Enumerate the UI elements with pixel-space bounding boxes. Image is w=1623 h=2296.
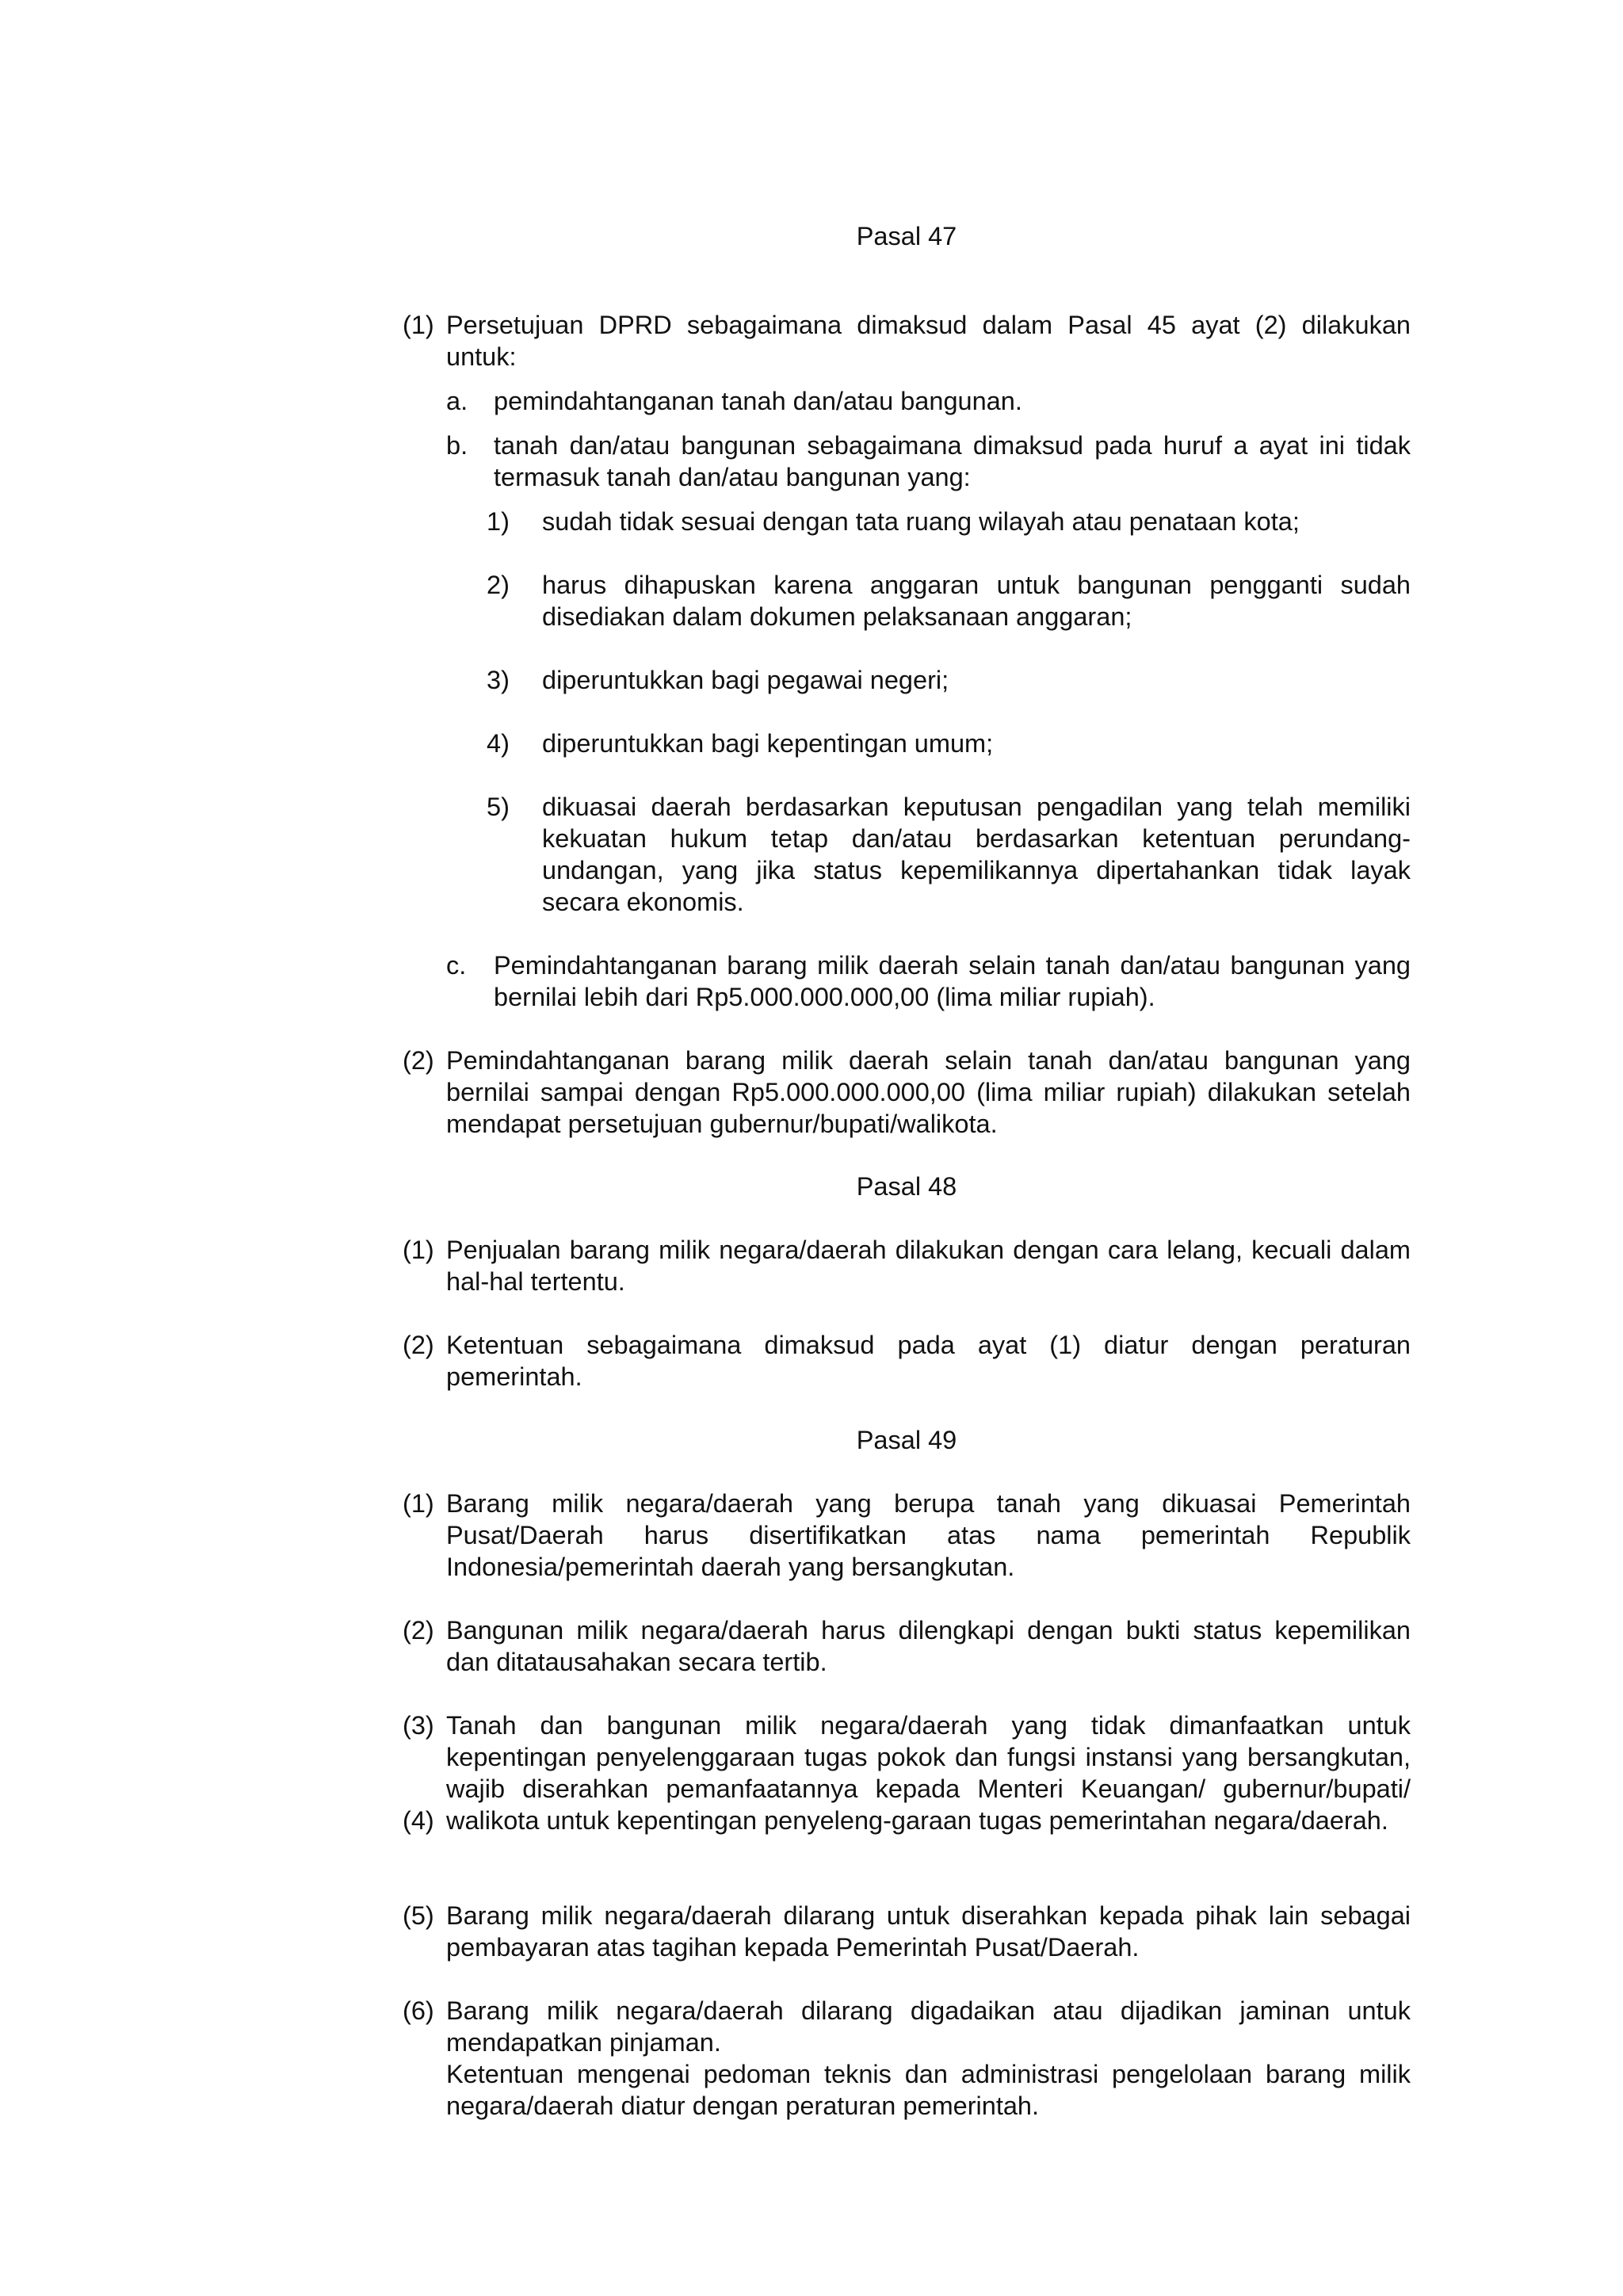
pasal-47-ayat-1-item-a — [403, 385, 1411, 417]
ayat-text: Pemindahtanganan barang milik daerah selain tanah dan/atau bangunan yang bernilai sampai dengan Rp5.000.000.000,00 (lima miliar rupiah) dilakukan setelah mendapat persetujuan gubernur/bupati/walikota. — [446, 1046, 1411, 1138]
item-text: pemindahtanganan tanah dan/atau bangunan. — [494, 387, 1022, 415]
ayat-text: Penjualan barang milik negara/daerah dilakukan dengan cara lelang, kecuali dalam hal-hal tertentu. — [446, 1236, 1411, 1296]
subitem-text: dikuasai daerah berdasarkan keputusan pengadilan yang telah memiliki kekuatan hukum tetap dan/atau berdasarkan ketentuan perundang-undangan, yang jika status kepemilikannya dipertahankan tidak layak secara ekonomis. — [542, 793, 1411, 916]
subitem-label: 2) — [487, 571, 510, 599]
ayat-text: Tanah dan bangunan milik negara/daerah yang tidak dimanfaatkan untuk kepentingan penyelenggaraan tugas pokok dan fungsi instansi yang bersangkutan, wajib diserahkan pemanfaatannya kepada Menteri Keuangan/ gubernur/bupati/ walikota untuk kepentingan penyeleng-garaan tugas pemerintahan negara/daerah. — [446, 1711, 1411, 1835]
subitem-text: harus dihapuskan karena anggaran untuk bangunan pengganti sudah disediakan dalam dokumen pelaksanaan anggaran; — [542, 571, 1411, 631]
ayat-label: (6) — [403, 1996, 434, 2025]
subitem-text: diperuntukkan bagi pegawai negeri; — [542, 666, 949, 694]
pasal-47-subitem-1 — [403, 506, 1411, 537]
ayat-text: Barang milik negara/daerah dilarang untuk diserahkan kepada pihak lain sebagai pembayaran atas tagihan kepada Pemerintah Pusat/Daerah. — [446, 1901, 1411, 1962]
pasal-49-heading: Pasal 49 — [856, 1426, 957, 1454]
ayat-label: (2) — [403, 1331, 434, 1359]
pasal-49-ayat-6 — [403, 1995, 1411, 2122]
ayat-label: (2) — [403, 1616, 434, 1645]
item-text: Pemindahtanganan barang milik daerah selain tanah dan/atau bangunan yang bernilai lebih dari Rp5.000.000.000,00 (lima miliar rupiah). — [494, 951, 1411, 1011]
item-label: c. — [446, 951, 467, 980]
pasal-47-subitem-4 — [403, 728, 1411, 759]
ayat-label: (1) — [403, 1489, 434, 1518]
ayat-label: (5) — [403, 1901, 434, 1930]
closing-provision: Ketentuan mengenai pedoman teknis dan administrasi pengelolaan barang milik negara/daerah diatur dengan peraturan pemerintah. — [446, 2060, 1411, 2120]
subitem-text: sudah tidak sesuai dengan tata ruang wilayah atau penataan kota; — [542, 507, 1300, 536]
ayat-text: Ketentuan sebagaimana dimaksud pada ayat (1) diatur dengan peraturan pemerintah. — [446, 1331, 1411, 1391]
pasal-47-ayat-2 — [403, 1045, 1411, 1140]
ayat-4-label: (4) — [403, 1806, 434, 1835]
subitem-label: 4) — [487, 729, 510, 758]
ayat-text: Barang milik negara/daerah dilarang digadaikan atau dijadikan jaminan untuk mendapatkan pinjaman. — [446, 1996, 1411, 2057]
subitem-label: 5) — [487, 793, 510, 821]
ayat-text: Persetujuan DPRD sebagaimana dimaksud dalam Pasal 45 ayat (2) dilakukan untuk: — [446, 311, 1411, 371]
ayat-label: (1) — [403, 1236, 434, 1264]
pasal-48-heading: Pasal 48 — [856, 1172, 957, 1201]
pasal-49-ayat-1 — [403, 1488, 1411, 1583]
ayat-label: (2) — [403, 1046, 434, 1075]
ayat-text: Barang milik negara/daerah yang berupa tanah yang dikuasai Pemerintah Pusat/Daerah harus disertifikatkan atas nama pemerintah Republik Indonesia/pemerintah daerah yang bersangkutan. — [446, 1489, 1411, 1581]
item-text: tanah dan/atau bangunan sebagaimana dimaksud pada huruf a ayat ini tidak termasuk tanah dan/atau bangunan yang: — [494, 431, 1411, 491]
subitem-label: 1) — [487, 507, 510, 536]
pasal-47-ayat-1 — [403, 309, 1411, 372]
pasal-47-ayat-1-item-b — [403, 430, 1411, 493]
pasal-47-subitem-2 — [403, 569, 1411, 632]
pasal-49-ayat-2 — [403, 1614, 1411, 1678]
pasal-49-ayat-3 — [403, 1710, 1411, 1836]
ayat-label: (1) — [403, 311, 434, 339]
pasal-48-ayat-1 — [403, 1234, 1411, 1297]
pasal-47-heading: Pasal 47 — [856, 222, 957, 250]
pasal-47-subitem-5 — [403, 791, 1411, 918]
pasal-49-ayat-5 — [403, 1900, 1411, 1963]
ayat-label: (3) — [403, 1711, 434, 1740]
item-label: b. — [446, 431, 468, 460]
subitem-text: diperuntukkan bagi kepentingan umum; — [542, 729, 994, 758]
pasal-47-subitem-3 — [403, 664, 1411, 696]
pasal-47-ayat-1-item-c — [403, 949, 1411, 1013]
pasal-48-ayat-2 — [403, 1329, 1411, 1392]
item-label: a. — [446, 387, 468, 415]
subitem-label: 3) — [487, 666, 510, 694]
ayat-text: Bangunan milik negara/daerah harus dilengkapi dengan bukti status kepemilikan dan ditatausahakan secara tertib. — [446, 1616, 1411, 1676]
